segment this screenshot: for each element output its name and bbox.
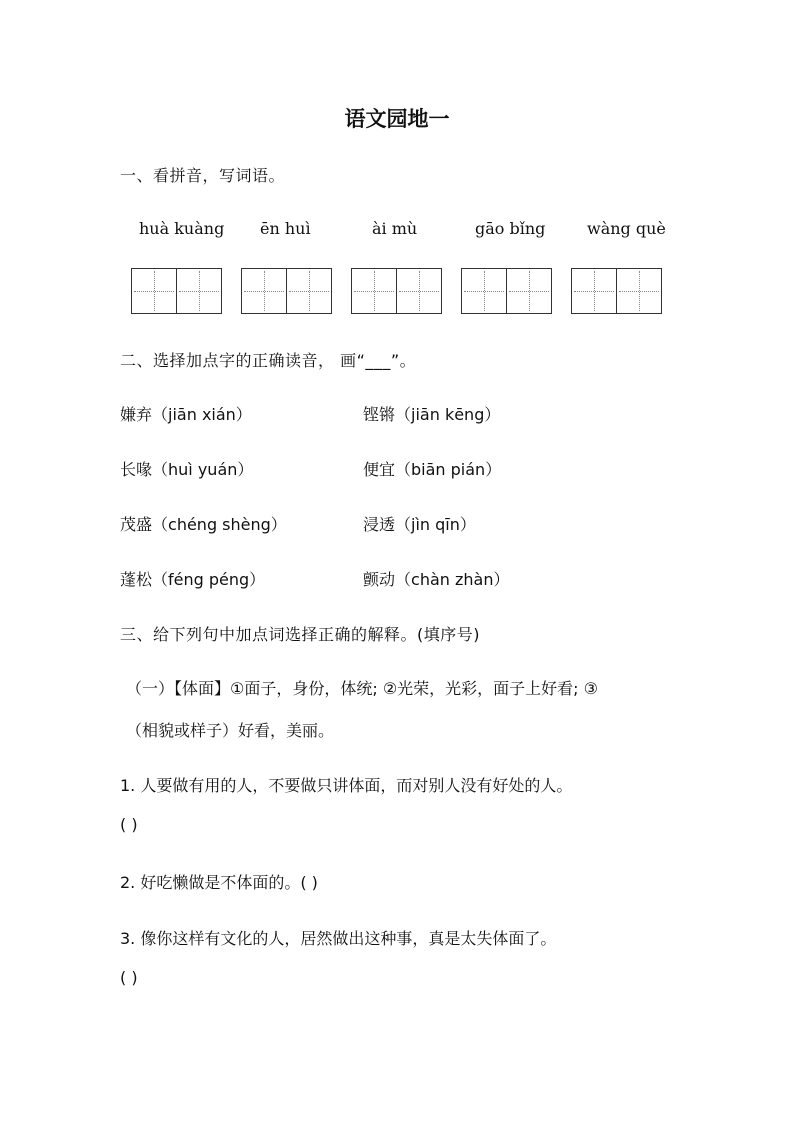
question-1: 1. 人要做有用的人，不要做只讲体面，而对别人没有好处的人。 [120, 776, 573, 795]
choice-word: 茂盛 [120, 515, 153, 534]
definition-line-1: （一）【体面】①面子，身份，体统; ②光荣，光彩，面子上好看; ③ [126, 679, 598, 698]
question-2: 2. 好吃懒做是不体面的。( ) [120, 873, 318, 892]
writing-grid-1[interactable] [131, 268, 222, 314]
choice-word: 蓬松 [120, 570, 153, 589]
choice-item-3 [120, 457, 253, 480]
choice-options[interactable]: （huì yuán） [152, 460, 254, 479]
choice-options[interactable]: （biān pián） [395, 460, 502, 479]
pinyin-2: ēn huì [260, 219, 311, 238]
choice-word: 浸透 [363, 515, 396, 534]
choice-item-2 [363, 402, 500, 425]
writing-grid-4[interactable] [461, 268, 552, 314]
choice-word: 嫌弃 [120, 405, 153, 424]
choice-word: 铿锵 [363, 405, 396, 424]
page-title: 语文园地一 [344, 106, 450, 131]
definition-line-2: （相貌或样子）好看，美丽。 [126, 721, 335, 740]
choice-item-4 [363, 457, 501, 480]
choice-item-6 [363, 512, 476, 535]
choice-item-5 [120, 512, 287, 535]
choice-options[interactable]: （jiān xián） [152, 405, 252, 424]
choice-word: 便宜 [363, 460, 396, 479]
pinyin-3: ài mù [372, 219, 418, 238]
answer-blank-3[interactable]: ( ) [120, 968, 138, 987]
pinyin-1: huà kuàng [139, 219, 225, 238]
section-3-heading: 三、给下列句中加点词选择正确的解释。(填序号) [120, 625, 480, 644]
writing-grid-2[interactable] [241, 268, 332, 314]
choice-options[interactable]: （chéng shèng） [152, 515, 287, 534]
choice-options[interactable]: （féng péng） [152, 570, 266, 589]
answer-blank-1[interactable]: ( ) [120, 815, 138, 834]
pinyin-4: gāo bǐng [475, 219, 546, 238]
choice-options[interactable]: （jìn qīn） [395, 515, 476, 534]
pinyin-5: wàng què [587, 219, 666, 238]
choice-item-1 [120, 402, 252, 425]
choice-item-8 [363, 567, 509, 590]
writing-grid-5[interactable] [571, 268, 662, 314]
section-2-heading: 二、选择加点字的正确读音， 画“___”。 [120, 351, 417, 370]
writing-grid-3[interactable] [351, 268, 442, 314]
section-1-heading: 一、看拼音，写词语。 [120, 166, 286, 185]
choice-options[interactable]: （chàn zhàn） [395, 570, 510, 589]
choice-options[interactable]: （jiān kēng） [395, 405, 501, 424]
question-3: 3. 像你这样有文化的人，居然做出这种事，真是太失体面了。 [120, 929, 557, 948]
choice-item-7 [120, 567, 265, 590]
choice-word: 长喙 [120, 460, 153, 479]
choice-word: 颤动 [363, 570, 396, 589]
